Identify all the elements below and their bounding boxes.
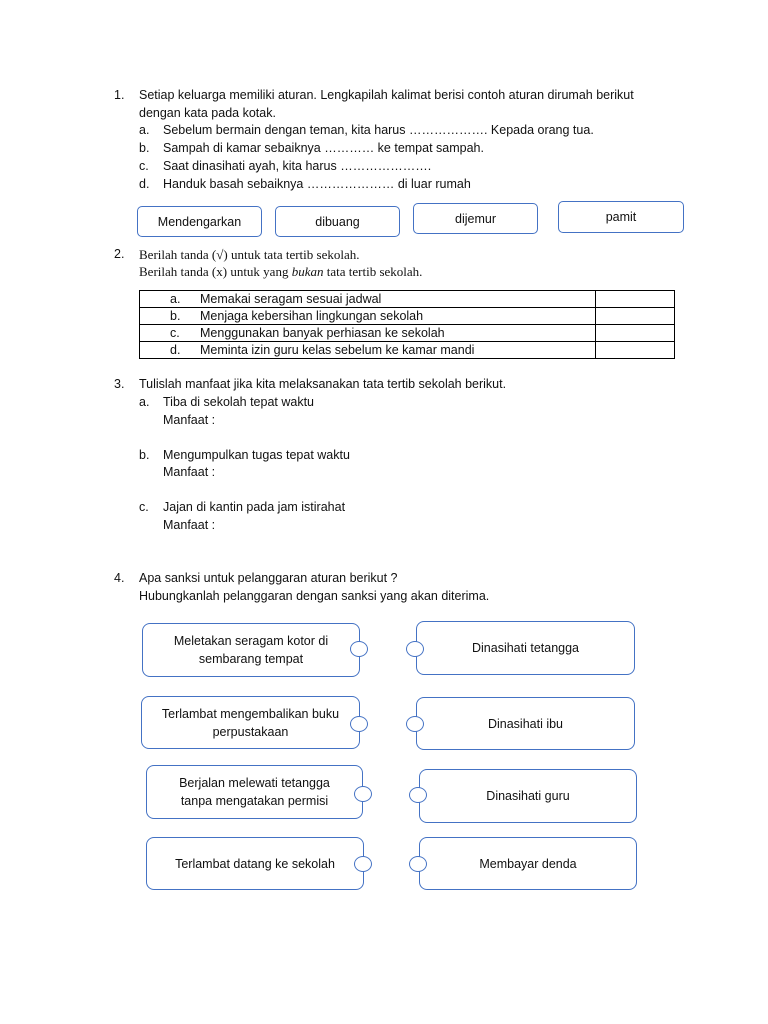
q1-item-text: Sebelum bermain dengan teman, kita harus ………………. Kepada orang tua. — [163, 123, 594, 137]
q3-intro: Tulislah manfaat jika kita melaksanakan tata tertib sekolah berikut. — [139, 377, 507, 391]
q1-item-letter: a. — [139, 123, 150, 137]
rule-cell — [140, 291, 596, 308]
rule-cell — [140, 342, 596, 359]
word-box-mendengarkan: Mendengarkan — [137, 206, 262, 237]
rule-text: Memakai seragam sesuai jadwal — [200, 292, 382, 306]
q2-number: 2. — [114, 247, 125, 261]
violation-box-3 — [146, 765, 363, 819]
violation-text-line2: sembarang tempat — [198, 652, 304, 666]
q1-item-text: Saat dinasihati ayah, kita harus …………………. — [163, 159, 432, 173]
connector-right-3[interactable] — [409, 787, 427, 803]
q2-line2-emphasis: bukan — [291, 264, 324, 279]
violation-text-line1: Berjalan melewati tetangga — [179, 776, 330, 790]
rule-cell — [140, 308, 596, 325]
q4-text-line1: Apa sanksi untuk pelanggaran aturan berikut ? — [139, 571, 398, 585]
rule-letter: b. — [170, 309, 181, 323]
check-cell[interactable] — [596, 291, 675, 308]
q3-item-letter: c. — [139, 500, 149, 514]
q1-item-letter: d. — [139, 177, 150, 191]
rule-text: Menjaga kebersihan lingkungan sekolah — [200, 309, 424, 323]
violation-box-4 — [146, 837, 364, 890]
q3-manfaat-b: Manfaat : — [163, 465, 216, 479]
check-cell[interactable] — [596, 325, 675, 342]
q3-item-letter: a. — [139, 395, 150, 409]
q3-item-c — [139, 499, 345, 516]
q3-number: 3. — [114, 377, 125, 391]
table-row — [140, 291, 675, 308]
q1-text-line1: Setiap keluarga memiliki aturan. Lengkapilah kalimat berisi contoh aturan dirumah berikut — [139, 88, 634, 102]
connector-left-1[interactable] — [350, 641, 368, 657]
q1-item-d — [139, 176, 471, 193]
q3-manfaat-a: Manfaat : — [163, 413, 216, 427]
table-row — [140, 325, 675, 342]
violation-text-line1: Terlambat datang ke sekolah — [175, 856, 335, 871]
violation-text-line2: tanpa mengatakan permisi — [180, 794, 329, 808]
connector-right-1[interactable] — [406, 641, 424, 657]
q4-text-line2: Hubungkanlah pelanggaran dengan sanksi yang akan diterima. — [139, 589, 490, 603]
q1-text-line2: dengan kata pada kotak. — [139, 106, 276, 120]
violation-text-line1: Terlambat mengembalikan buku — [161, 706, 340, 721]
connector-right-4[interactable] — [409, 856, 427, 872]
violation-box-1 — [142, 623, 360, 677]
table-row — [140, 342, 675, 359]
q2-text-line2 — [139, 263, 422, 280]
sanction-box-1: Dinasihati tetangga — [416, 621, 635, 675]
violation-text-line2: perpustakaan — [212, 724, 289, 739]
rule-text: Meminta izin guru kelas sebelum ke kamar mandi — [200, 343, 475, 357]
q1-item-text: Handuk basah sebaiknya ………………… di luar rumah — [163, 177, 471, 191]
sanction-box-4: Membayar denda — [419, 837, 637, 890]
q1-item-c — [139, 158, 431, 175]
rule-letter: c. — [170, 326, 180, 340]
rule-letter: d. — [170, 343, 181, 357]
table-row — [140, 308, 675, 325]
q3-item-a — [139, 394, 314, 411]
rule-text: Menggunakan banyak perhiasan ke sekolah — [200, 326, 445, 340]
q3-item-b — [139, 447, 350, 464]
connector-right-2[interactable] — [406, 716, 424, 732]
rule-letter: a. — [170, 292, 181, 306]
violation-box-2 — [141, 696, 360, 749]
q1-item-letter: c. — [139, 159, 149, 173]
connector-left-2[interactable] — [350, 716, 368, 732]
q4-number: 4. — [114, 571, 125, 585]
sanction-box-2: Dinasihati ibu — [416, 697, 635, 750]
q3-item-letter: b. — [139, 448, 150, 462]
word-box-pamit: pamit — [558, 201, 684, 233]
violation-text-line1: Meletakan seragam kotor di — [173, 634, 329, 648]
q1-item-text: Sampah di kamar sebaiknya ………… ke tempat sampah. — [163, 141, 484, 155]
check-cell[interactable] — [596, 342, 675, 359]
word-box-dibuang: dibuang — [275, 206, 400, 237]
q2-line2-post: tata tertib sekolah. — [323, 264, 423, 279]
q1-item-letter: b. — [139, 141, 150, 155]
word-box-dijemur: dijemur — [413, 203, 538, 234]
connector-left-3[interactable] — [354, 786, 372, 802]
q1-number: 1. — [114, 88, 125, 102]
check-cell[interactable] — [596, 308, 675, 325]
q3-item-text: Mengumpulkan tugas tepat waktu — [163, 448, 350, 462]
rules-table — [139, 290, 675, 359]
q3-item-text: Jajan di kantin pada jam istirahat — [163, 500, 346, 514]
q1-item-b — [139, 140, 484, 157]
rule-cell — [140, 325, 596, 342]
q2-line2-pre: Berilah tanda (x) untuk yang — [139, 264, 292, 279]
q3-item-text: Tiba di sekolah tepat waktu — [163, 395, 315, 409]
q2-text-line1: Berilah tanda (√) untuk tata tertib sekolah. — [139, 247, 360, 262]
sanction-box-3: Dinasihati guru — [419, 769, 637, 823]
connector-left-4[interactable] — [354, 856, 372, 872]
q3-manfaat-c: Manfaat : — [163, 518, 216, 532]
q1-item-a — [139, 122, 594, 139]
